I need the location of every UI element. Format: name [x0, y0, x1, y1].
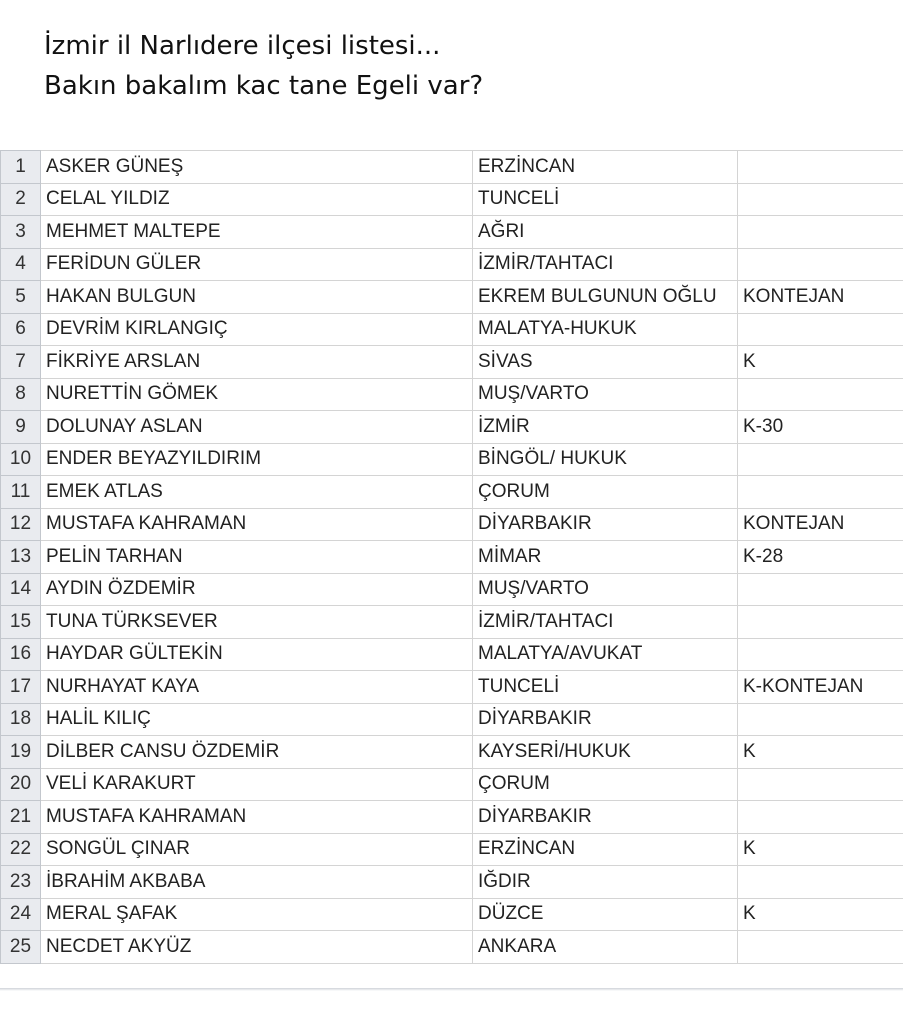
place-cell: EKREM BULGUNUN OĞLU	[473, 281, 738, 314]
name-cell: DEVRİM KIRLANGIÇ	[41, 313, 473, 346]
place-cell: KAYSERİ/HUKUK	[473, 736, 738, 769]
name-cell: ASKER GÜNEŞ	[41, 151, 473, 184]
note-cell	[738, 151, 903, 184]
table-row	[1, 281, 903, 314]
name-cell: HALİL KILIÇ	[41, 703, 473, 736]
name-cell: FERİDUN GÜLER	[41, 248, 473, 281]
name-cell: PELİN TARHAN	[41, 541, 473, 574]
table-row	[1, 606, 903, 639]
row-number-cell: 11	[1, 476, 41, 509]
name-cell: FİKRİYE ARSLAN	[41, 346, 473, 379]
place-cell: ERZİNCAN	[473, 151, 738, 184]
place-cell: DÜZCE	[473, 898, 738, 931]
place-cell: MALATYA-HUKUK	[473, 313, 738, 346]
table-row	[1, 151, 903, 184]
table-row	[1, 508, 903, 541]
table-row	[1, 573, 903, 606]
place-cell: ANKARA	[473, 931, 738, 964]
note-cell: KONTEJAN	[738, 281, 903, 314]
note-cell	[738, 931, 903, 964]
table-row	[1, 248, 903, 281]
table-row	[1, 736, 903, 769]
table-row	[1, 801, 903, 834]
name-cell: NECDET AKYÜZ	[41, 931, 473, 964]
name-cell: MUSTAFA KAHRAMAN	[41, 508, 473, 541]
place-cell: MİMAR	[473, 541, 738, 574]
note-cell: K	[738, 736, 903, 769]
row-number-cell: 22	[1, 833, 41, 866]
place-cell: DİYARBAKIR	[473, 508, 738, 541]
name-cell: DOLUNAY ASLAN	[41, 411, 473, 444]
table-row	[1, 216, 903, 249]
note-cell: K	[738, 833, 903, 866]
place-cell: DİYARBAKIR	[473, 801, 738, 834]
note-cell	[738, 216, 903, 249]
table-body	[1, 151, 903, 964]
row-number-cell: 16	[1, 638, 41, 671]
row-number-cell: 15	[1, 606, 41, 639]
caption-line-2: Bakın bakalım kac tane Egeli var?	[44, 71, 484, 101]
row-number-cell: 8	[1, 378, 41, 411]
place-cell: ERZİNCAN	[473, 833, 738, 866]
note-cell: K-KONTEJAN	[738, 671, 903, 704]
place-cell: ÇORUM	[473, 476, 738, 509]
name-cell: SONGÜL ÇINAR	[41, 833, 473, 866]
place-cell: İZMİR	[473, 411, 738, 444]
name-cell: EMEK ATLAS	[41, 476, 473, 509]
note-cell: K-28	[738, 541, 903, 574]
table-row	[1, 313, 903, 346]
row-number-cell: 4	[1, 248, 41, 281]
place-cell: TUNCELİ	[473, 671, 738, 704]
place-cell: SİVAS	[473, 346, 738, 379]
sheet-bottom-edge	[0, 988, 903, 991]
note-cell	[738, 313, 903, 346]
table-row	[1, 476, 903, 509]
row-number-cell: 6	[1, 313, 41, 346]
table-row	[1, 346, 903, 379]
row-number-cell: 3	[1, 216, 41, 249]
table-row	[1, 703, 903, 736]
row-number-cell: 20	[1, 768, 41, 801]
place-cell: MUŞ/VARTO	[473, 378, 738, 411]
row-number-cell: 12	[1, 508, 41, 541]
name-cell: MERAL ŞAFAK	[41, 898, 473, 931]
place-cell: İZMİR/TAHTACI	[473, 248, 738, 281]
row-number-cell: 17	[1, 671, 41, 704]
row-number-cell: 23	[1, 866, 41, 899]
table-row	[1, 671, 903, 704]
row-number-cell: 7	[1, 346, 41, 379]
note-cell	[738, 248, 903, 281]
place-cell: İZMİR/TAHTACI	[473, 606, 738, 639]
caption-line-1: İzmir il Narlıdere ilçesi listesi...	[44, 31, 441, 61]
note-cell	[738, 443, 903, 476]
name-list-table	[0, 150, 903, 964]
spreadsheet-image	[0, 150, 903, 990]
place-cell: MALATYA/AVUKAT	[473, 638, 738, 671]
name-cell: HAKAN BULGUN	[41, 281, 473, 314]
table-row	[1, 183, 903, 216]
note-cell	[738, 866, 903, 899]
place-cell: BİNGÖL/ HUKUK	[473, 443, 738, 476]
name-cell: NURHAYAT KAYA	[41, 671, 473, 704]
row-number-cell: 13	[1, 541, 41, 574]
row-number-cell: 2	[1, 183, 41, 216]
table-row	[1, 833, 903, 866]
name-cell: VELİ KARAKURT	[41, 768, 473, 801]
place-cell: ÇORUM	[473, 768, 738, 801]
note-cell	[738, 703, 903, 736]
table-row	[1, 866, 903, 899]
name-cell: MEHMET MALTEPE	[41, 216, 473, 249]
row-number-cell: 1	[1, 151, 41, 184]
name-cell: ENDER BEYAZYILDIRIM	[41, 443, 473, 476]
row-number-cell: 9	[1, 411, 41, 444]
row-number-cell: 21	[1, 801, 41, 834]
note-cell: K	[738, 898, 903, 931]
row-number-cell: 19	[1, 736, 41, 769]
note-cell	[738, 183, 903, 216]
row-number-cell: 18	[1, 703, 41, 736]
table-row	[1, 638, 903, 671]
place-cell: TUNCELİ	[473, 183, 738, 216]
name-cell: TUNA TÜRKSEVER	[41, 606, 473, 639]
name-cell: HAYDAR GÜLTEKİN	[41, 638, 473, 671]
table-row	[1, 931, 903, 964]
name-cell: MUSTAFA KAHRAMAN	[41, 801, 473, 834]
row-number-cell: 10	[1, 443, 41, 476]
name-cell: İBRAHİM AKBABA	[41, 866, 473, 899]
note-cell	[738, 638, 903, 671]
note-cell	[738, 573, 903, 606]
name-cell: DİLBER CANSU ÖZDEMİR	[41, 736, 473, 769]
note-cell: K-30	[738, 411, 903, 444]
table-row	[1, 768, 903, 801]
table-row	[1, 411, 903, 444]
place-cell: IĞDIR	[473, 866, 738, 899]
row-number-cell: 14	[1, 573, 41, 606]
table-row	[1, 541, 903, 574]
table-row	[1, 378, 903, 411]
place-cell: AĞRI	[473, 216, 738, 249]
name-cell: NURETTİN GÖMEK	[41, 378, 473, 411]
place-cell: MUŞ/VARTO	[473, 573, 738, 606]
note-cell	[738, 378, 903, 411]
note-cell: K	[738, 346, 903, 379]
table-row	[1, 443, 903, 476]
note-cell	[738, 476, 903, 509]
name-cell: AYDIN ÖZDEMİR	[41, 573, 473, 606]
post-caption	[44, 26, 884, 106]
row-number-cell: 25	[1, 931, 41, 964]
row-number-cell: 24	[1, 898, 41, 931]
note-cell	[738, 801, 903, 834]
place-cell: DİYARBAKIR	[473, 703, 738, 736]
row-number-cell: 5	[1, 281, 41, 314]
note-cell	[738, 768, 903, 801]
note-cell	[738, 606, 903, 639]
note-cell: KONTEJAN	[738, 508, 903, 541]
table-row	[1, 898, 903, 931]
name-cell: CELAL YILDIZ	[41, 183, 473, 216]
